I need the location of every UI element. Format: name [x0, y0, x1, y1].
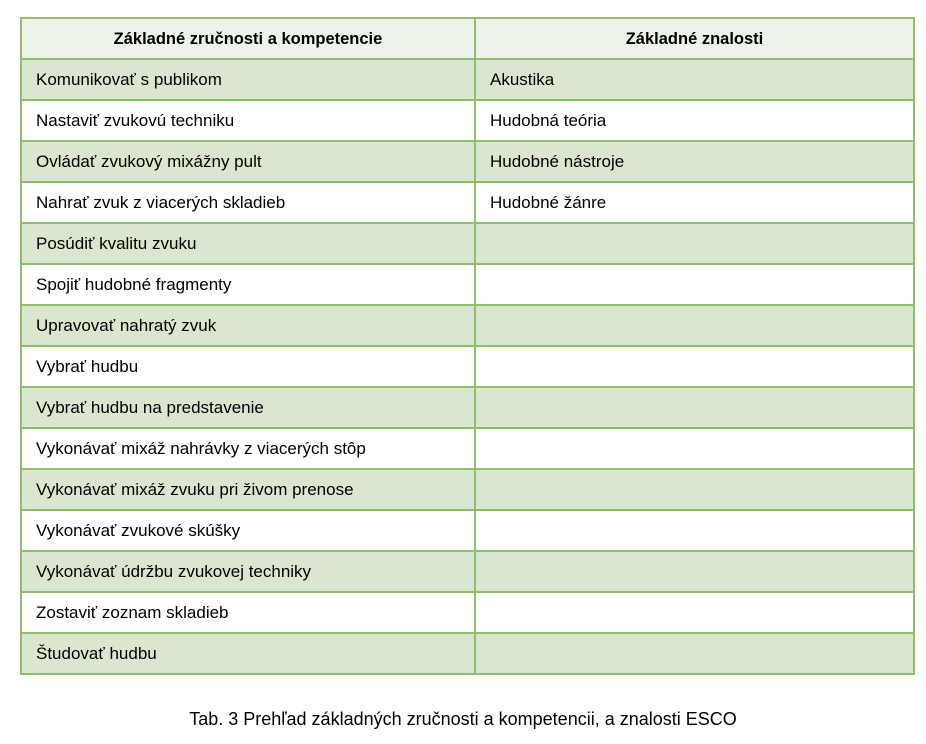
table-row	[21, 141, 914, 182]
skill-cell: Ovládať zvukový mixážny pult	[21, 141, 475, 182]
table-body	[21, 59, 914, 674]
skill-cell: Študovať hudbu	[21, 633, 475, 674]
knowledge-cell	[475, 305, 914, 346]
table-row	[21, 264, 914, 305]
knowledge-cell	[475, 264, 914, 305]
table-row	[21, 428, 914, 469]
skill-cell: Zostaviť zoznam skladieb	[21, 592, 475, 633]
skill-cell: Upravovať nahratý zvuk	[21, 305, 475, 346]
table-caption: Tab. 3 Prehľad základných zručnosti a kompetencii, a znalosti ESCO	[189, 709, 737, 729]
knowledge-cell	[475, 510, 914, 551]
skill-cell: Spojiť hudobné fragmenty	[21, 264, 475, 305]
knowledge-cell: Akustika	[475, 59, 914, 100]
skill-cell: Vykonávať mixáž nahrávky z viacerých stôp	[21, 428, 475, 469]
knowledge-cell	[475, 346, 914, 387]
table-header-row	[21, 18, 914, 59]
table-row	[21, 633, 914, 674]
table-row	[21, 182, 914, 223]
header-skills: Základné zručnosti a kompetencie	[21, 18, 475, 59]
table-row	[21, 346, 914, 387]
knowledge-cell	[475, 387, 914, 428]
table-row	[21, 223, 914, 264]
knowledge-cell	[475, 551, 914, 592]
knowledge-cell: Hudobné nástroje	[475, 141, 914, 182]
table-row	[21, 387, 914, 428]
table-row	[21, 551, 914, 592]
skill-cell: Vybrať hudbu na predstavenie	[21, 387, 475, 428]
knowledge-cell	[475, 223, 914, 264]
skill-cell: Vykonávať mixáž zvuku pri živom prenose	[21, 469, 475, 510]
knowledge-cell	[475, 428, 914, 469]
knowledge-cell	[475, 633, 914, 674]
table-row	[21, 510, 914, 551]
skill-cell: Vykonávať zvukové skúšky	[21, 510, 475, 551]
skill-cell: Vykonávať údržbu zvukovej techniky	[21, 551, 475, 592]
knowledge-cell	[475, 469, 914, 510]
skill-cell: Posúdiť kvalitu zvuku	[21, 223, 475, 264]
table-row	[21, 305, 914, 346]
knowledge-cell: Hudobné žánre	[475, 182, 914, 223]
table-row	[21, 100, 914, 141]
knowledge-cell	[475, 592, 914, 633]
knowledge-cell: Hudobná teória	[475, 100, 914, 141]
table-row	[21, 469, 914, 510]
skill-cell: Nastaviť zvukovú techniku	[21, 100, 475, 141]
esco-table-container	[20, 17, 913, 675]
skill-cell: Komunikovať s publikom	[21, 59, 475, 100]
skill-cell: Nahrať zvuk z viacerých skladieb	[21, 182, 475, 223]
header-knowledge: Základné znalosti	[475, 18, 914, 59]
skill-cell: Vybrať hudbu	[21, 346, 475, 387]
table-row	[21, 59, 914, 100]
esco-table	[20, 17, 915, 675]
table-row	[21, 592, 914, 633]
